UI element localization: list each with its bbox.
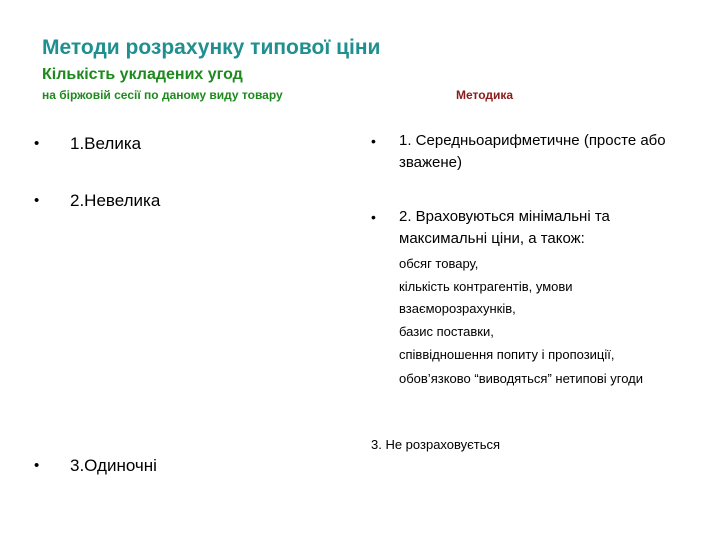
detail-line: взаєморозрахунків, [399,301,516,316]
right-list-item [371,130,679,174]
bullet-icon: • [34,135,40,152]
left-item-label: 1.Велика [70,134,142,153]
left-list-item [34,134,141,154]
right-plain-item: 3. Не розраховується [371,437,501,452]
right-list-item [371,206,679,250]
right-item-label: 1. Середньоарифметичне (просте або зважене) [399,132,666,171]
method-header: Методика [456,88,514,102]
left-list-item [34,191,160,211]
left-item-label: 2.Невелика [70,191,161,210]
bullet-icon: • [371,209,376,225]
detail-line: співвідношення попиту і пропозиції, [399,347,615,362]
bullet-icon: • [34,192,40,209]
detail-line: кількість контрагентів, умови [399,279,573,294]
left-item-label: 3.Одиночні [70,456,157,475]
detail-line: обсяг товару, [399,256,479,271]
slide-subtitle: Кількість укладених угод [42,66,243,83]
left-list-item [34,456,157,476]
slide-subnote: на біржовій сесії по даному виду товару [42,88,283,102]
bullet-icon: • [371,133,376,149]
detail-line: базис поставки, [399,324,494,339]
slide-title: Методи розрахунку типової ціни [42,36,381,59]
right-item-label: 2. Враховуються мінімальні та максимальні ціни, а також: [399,208,610,247]
detail-line: обов’язково “виводяться” нетипові угоди [399,371,644,386]
bullet-icon: • [34,457,40,474]
